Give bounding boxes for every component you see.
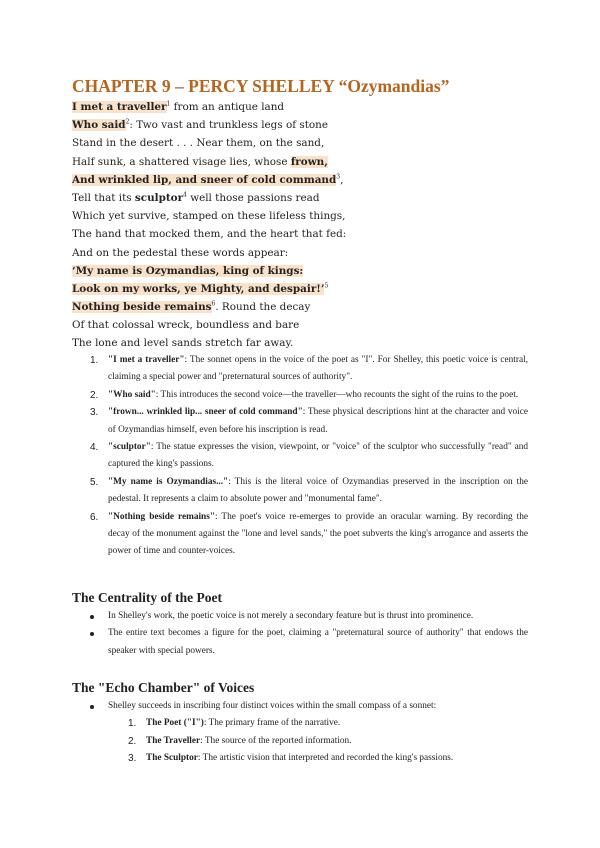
bold-term: "sculptor" bbox=[108, 442, 151, 453]
line-text: : Two vast and trunkless legs of stone bbox=[129, 119, 328, 132]
list-number: 2. bbox=[128, 735, 137, 747]
highlight: Who said bbox=[72, 119, 126, 132]
item-text: : The sonnet opens in the voice of the poet as "I". For Shelley, this poetic voice is central, claiming a special power and "preternatural sources of authority". bbox=[108, 355, 528, 383]
list-number: 6. bbox=[90, 511, 99, 523]
poem bbox=[72, 98, 542, 353]
list-item bbox=[72, 404, 528, 439]
annotation-list bbox=[72, 352, 528, 561]
poem-line-6 bbox=[72, 189, 542, 207]
highlight: Look on my works, ye Mighty, and despair!’ bbox=[72, 282, 325, 295]
list-number: 1. bbox=[128, 718, 137, 730]
list-number: 3. bbox=[128, 753, 137, 765]
footnote-marker: 4 bbox=[183, 191, 187, 199]
bold-term: The Poet ("I") bbox=[146, 718, 204, 729]
bold-term: "frown... wrinkled lip... sneer of cold command" bbox=[108, 407, 303, 418]
poem-line-4 bbox=[72, 153, 542, 171]
bullet-icon bbox=[90, 705, 94, 709]
poem-line-12 bbox=[72, 298, 542, 316]
poem-line-3: Stand in the desert . . . Near them, on the sand, bbox=[72, 137, 325, 150]
line-text: from an antique land bbox=[170, 101, 285, 113]
list-item bbox=[72, 439, 528, 474]
footnote-marker: 3 bbox=[336, 173, 341, 181]
footnote-marker: 2 bbox=[125, 118, 130, 126]
bullet-item bbox=[72, 608, 528, 625]
list-number: 5. bbox=[90, 476, 99, 488]
item-text: : The artistic vision that interpreted and recorded the king's passions. bbox=[197, 753, 454, 764]
highlight: ‘My name is Ozymandias, king of kings: bbox=[72, 264, 304, 277]
list-item bbox=[108, 715, 528, 732]
bullet-item bbox=[72, 625, 528, 660]
line-text: well those passions read bbox=[186, 191, 320, 204]
bullet-icon bbox=[90, 632, 94, 636]
item-text: : The primary frame of the narrative. bbox=[203, 718, 341, 729]
list-item bbox=[108, 733, 528, 750]
list-number: 1. bbox=[90, 355, 99, 366]
list-item bbox=[72, 387, 528, 404]
list-number: 3. bbox=[90, 407, 99, 419]
item-text: : The statue expresses the vision, viewpoint, or "voice" of the sculptor who successfully "read" and captured the king's passions. bbox=[108, 442, 528, 470]
footnote-marker: 1 bbox=[166, 100, 171, 108]
section-heading-centrality: The Centrality of the Poet bbox=[72, 590, 222, 605]
item-text: : The poet's voice re-emerges to provide an oracular warning. By recording the decay of the monument against the "lone and level sands," the poet subverts the king's arrogance and asserts the power of time and counter-voices. bbox=[108, 511, 528, 557]
poem-line-11 bbox=[72, 280, 542, 298]
list-number: 2. bbox=[90, 389, 99, 401]
bold-term: "My name is Ozymandias..." bbox=[108, 476, 229, 487]
bold-term: sculptor bbox=[134, 191, 184, 204]
bullet-list-echo-chamber bbox=[72, 698, 528, 768]
section-heading-echo-chamber: The "Echo Chamber" of Voices bbox=[72, 680, 255, 695]
poem-line-13: Of that colossal wreck, boundless and bare bbox=[72, 319, 300, 332]
bold-term: "Who said" bbox=[108, 389, 156, 400]
item-text: : These physical descriptions hint at the character and voice of Ozymandias himself, even before his inscription is read. bbox=[108, 407, 528, 435]
chapter-title: CHAPTER 9 – PERCY SHELLEY “Ozymandias” bbox=[72, 76, 450, 96]
poem-line-9: And on the pedestal these words appear: bbox=[72, 246, 289, 259]
list-item bbox=[72, 474, 528, 509]
list-item bbox=[72, 509, 528, 561]
footnote-marker: 6 bbox=[211, 300, 216, 308]
line-text: Tell that its bbox=[72, 191, 135, 204]
item-text: : This is the literal voice of Ozymandias preserved in the inscription on the pedestal. It represents a claim to absolute power and "monumental fame". bbox=[108, 476, 529, 505]
item-text: The entire text becomes a figure for the poet, claiming a "preternatural source of authority" that endows the speaker with special powers. bbox=[108, 628, 528, 656]
item-text: Shelley succeeds in inscribing four distinct voices within the small compass of a sonnet: bbox=[108, 701, 437, 711]
item-text: In Shelley's work, the poetic voice is not merely a secondary feature but is thrust into prominence. bbox=[108, 611, 474, 621]
voices-list bbox=[108, 715, 528, 767]
item-text: : The source of the reported information. bbox=[200, 735, 352, 746]
bullet-item bbox=[72, 698, 528, 768]
poem-line-7: Which yet survive, stamped on these lifeless things, bbox=[72, 210, 346, 223]
bold-term: "I met a traveller" bbox=[108, 355, 185, 365]
bold-term: "Nothing beside remains" bbox=[108, 511, 216, 522]
list-item bbox=[108, 750, 528, 767]
poem-line-5 bbox=[72, 171, 542, 189]
poem-line-10 bbox=[72, 262, 542, 280]
list-number: 4. bbox=[90, 442, 99, 454]
poem-line-1 bbox=[72, 98, 542, 116]
highlight: Nothing beside remains bbox=[72, 301, 212, 314]
bold-term: The Sculptor bbox=[146, 753, 198, 764]
highlight: And wrinkled lip, and sneer of cold command bbox=[72, 173, 337, 186]
highlight: I met a traveller bbox=[72, 101, 167, 113]
highlight: frown, bbox=[290, 155, 328, 168]
line-text: Half sunk, a shattered visage lies, whose bbox=[72, 155, 291, 168]
list-item bbox=[72, 352, 528, 387]
poem-line-14: The lone and level sands stretch far away. bbox=[72, 337, 294, 350]
line-text: . Round the decay bbox=[215, 301, 311, 314]
bullet-list-centrality bbox=[72, 608, 528, 660]
bold-term: The Traveller bbox=[146, 735, 201, 746]
footnote-marker: 5 bbox=[324, 282, 329, 290]
bullet-icon bbox=[90, 615, 94, 619]
poem-line-8: The hand that mocked them, and the heart that fed: bbox=[72, 228, 347, 241]
line-text: , bbox=[340, 173, 344, 186]
poem-line-2 bbox=[72, 116, 542, 134]
item-text: : This introduces the second voice—the traveller—who recounts the sight of the ruins to the poet. bbox=[155, 389, 519, 400]
